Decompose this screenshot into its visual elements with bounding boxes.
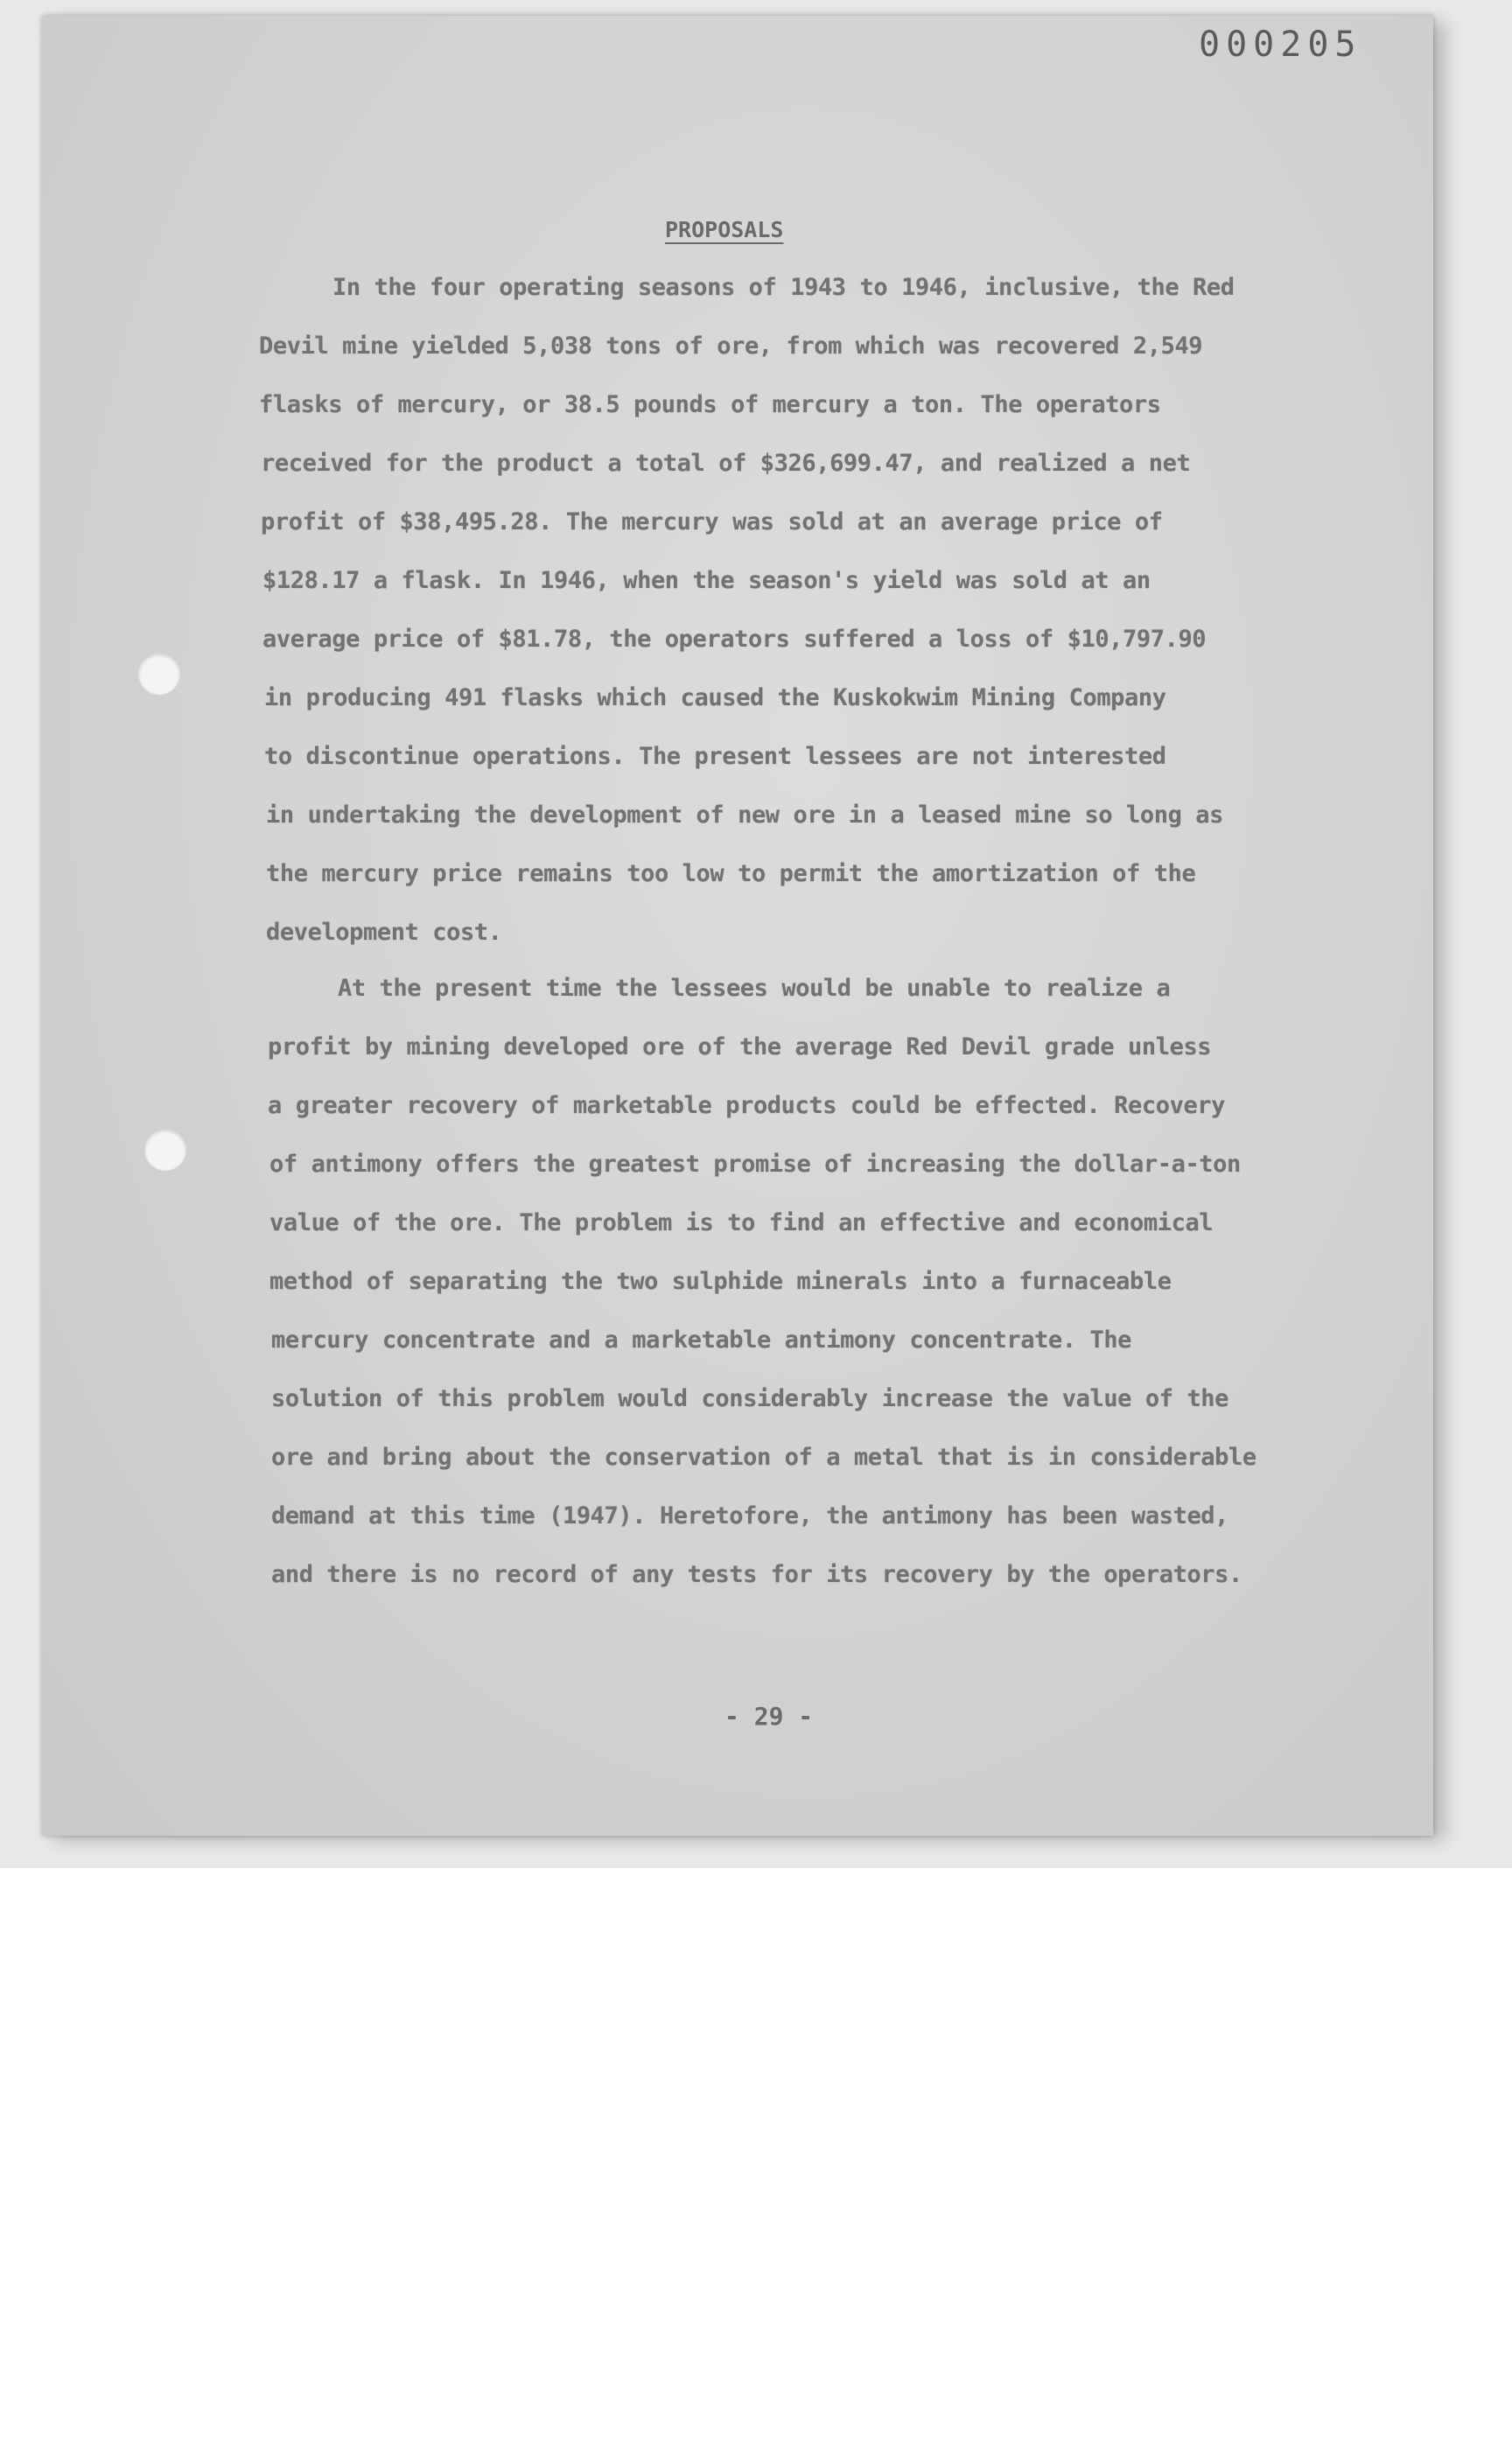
text-line: In the four operating seasons of 1943 to 1946, inclusive, the Red	[332, 274, 1235, 301]
text-line: in undertaking the development of new ore in a leased mine so long as	[266, 802, 1224, 829]
text-line: value of the ore. The problem is to find an effective and economical	[270, 1209, 1214, 1236]
text-line: a greater recovery of marketable products could be effected. Recovery	[268, 1092, 1226, 1119]
text-line: profit of $38,495.28. The mercury was sold at an average price of	[261, 508, 1163, 536]
text-line: $128.17 a flask. In 1946, when the season's yield was sold at an	[262, 567, 1151, 594]
text-line: ore and bring about the conservation of a metal that is in considerable	[271, 1444, 1256, 1471]
text-line: solution of this problem would considerably increase the value of the	[271, 1385, 1229, 1412]
text-line: average price of $81.78, the operators suffered a loss of $10,797.90	[262, 626, 1207, 653]
page-number: - 29 -	[724, 1702, 814, 1731]
text-line: method of separating the two sulphide minerals into a furnaceable	[270, 1268, 1172, 1295]
text-line: in producing 491 flasks which caused the Kuskokwim Mining Company	[264, 684, 1166, 711]
text-line: mercury concentrate and a marketable antimony concentrate. The	[271, 1326, 1132, 1354]
text-line: and there is no record of any tests for its recovery by the operators.	[271, 1561, 1242, 1588]
page-title: PROPOSALS	[665, 217, 784, 242]
text-line: of antimony offers the greatest promise of increasing the dollar-a-ton	[270, 1151, 1241, 1178]
document-number: 000205	[1199, 24, 1362, 65]
text-line: Devil mine yielded 5,038 tons of ore, from which was recovered 2,549	[259, 332, 1203, 360]
text-line: the mercury price remains too low to permit the amortization of the	[266, 860, 1196, 887]
text-line: received for the product a total of $326,699.47, and realized a net	[261, 450, 1191, 477]
punch-hole	[138, 653, 180, 695]
text-line: At the present time the lessees would be unable to realize a	[338, 975, 1171, 1002]
text-line: development cost.	[266, 919, 502, 946]
text-line: demand at this time (1947). Heretofore, the antimony has been wasted,	[271, 1502, 1229, 1530]
text-line: profit by mining developed ore of the average Red Devil grade unless	[268, 1033, 1212, 1060]
text-line: to discontinue operations. The present lessees are not interested	[264, 743, 1166, 770]
text-line: flasks of mercury, or 38.5 pounds of mercury a ton. The operators	[259, 391, 1161, 418]
punch-hole	[144, 1129, 186, 1171]
